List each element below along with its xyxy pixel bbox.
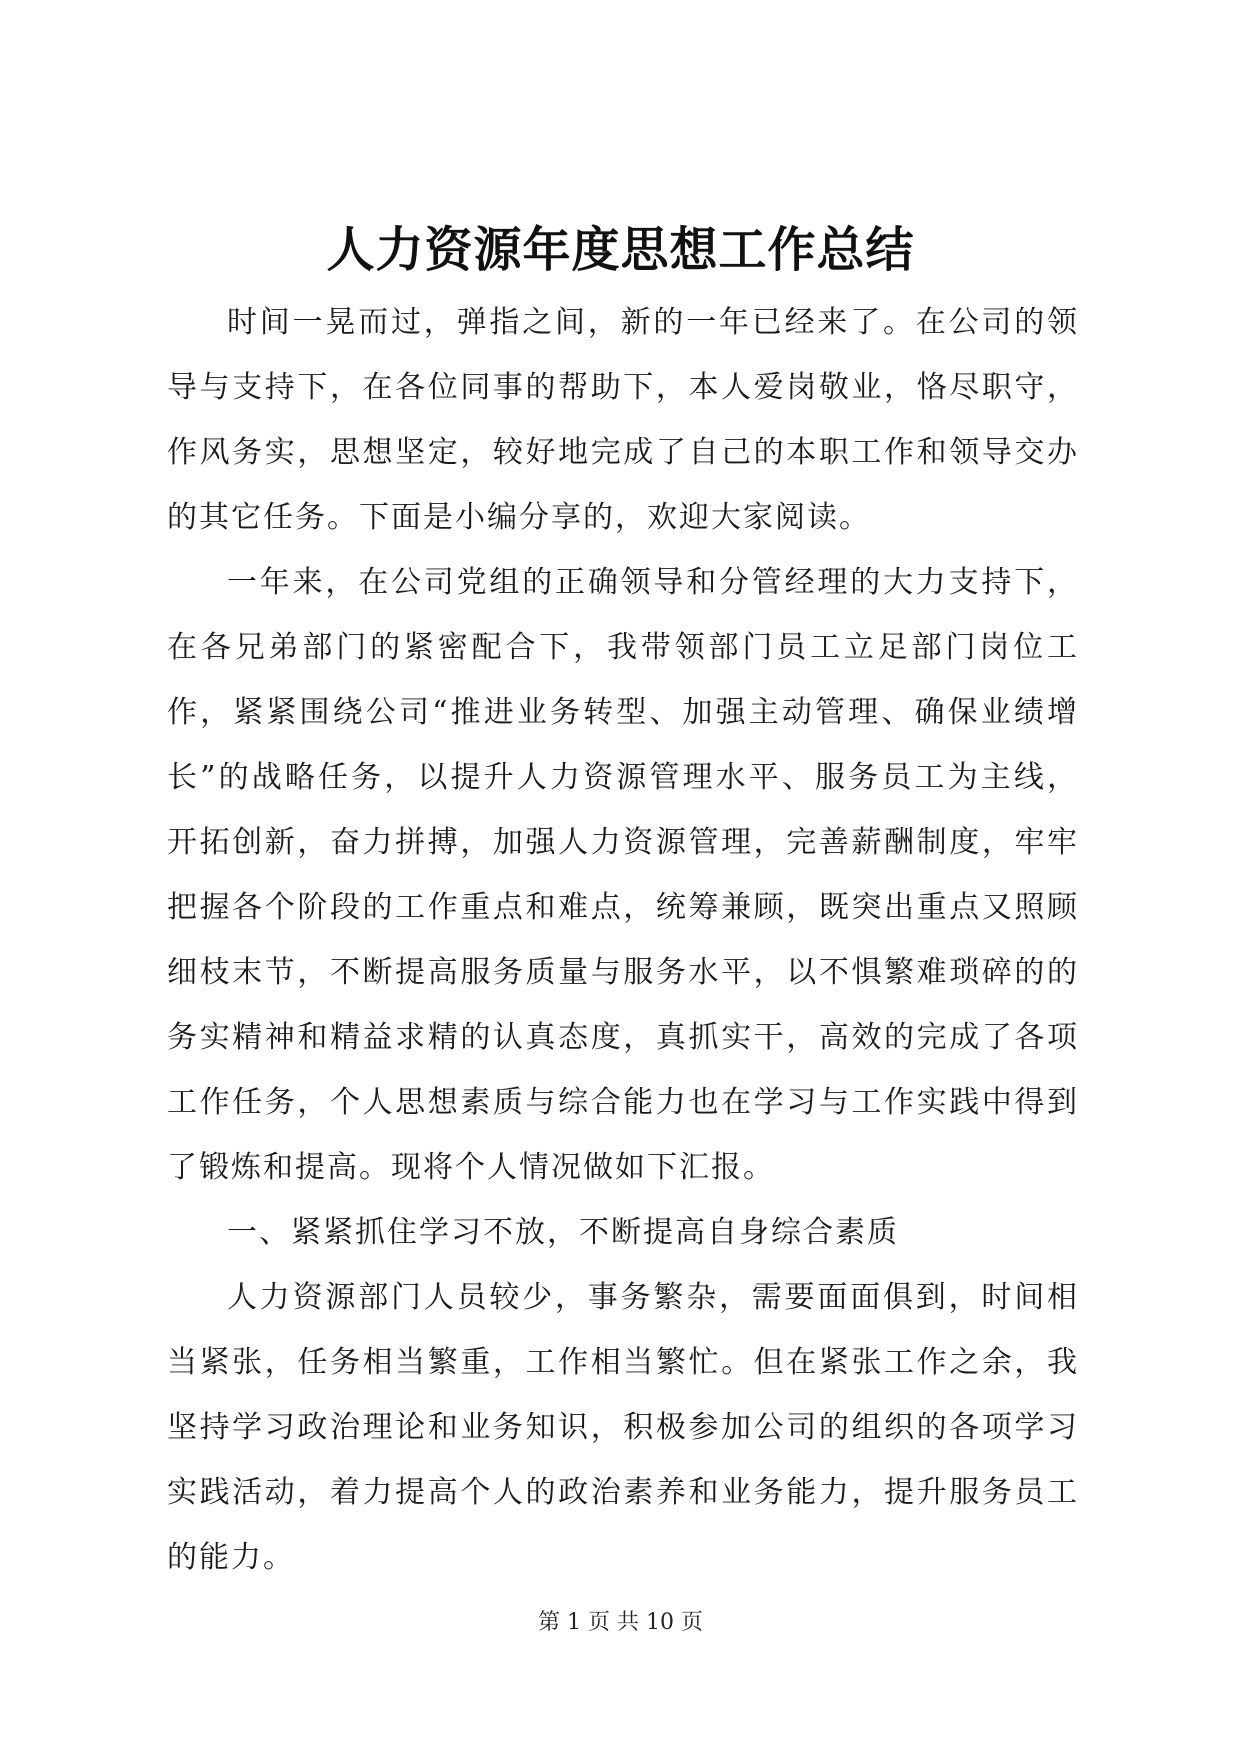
paragraph-study: 人力资源部门人员较少，事务繁杂，需要面面俱到，时间相当紧张，任务相当繁重，工作相当繁忙。但在紧张工作之余，我坚持学习政治理论和业务知识，积极参加公司的组织的各项学习实践活动，着力提高个人的政治素养和业务能力，提升服务员工的能力。 bbox=[167, 1280, 1079, 1575]
page-number-footer: 第 1 页 共 10 页 bbox=[538, 1610, 703, 1635]
paragraph-intro: 时间一晃而过，弹指之间，新的一年已经来了。在公司的领导与支持下，在各位同事的帮助下，本人爱岗敬业，恪尽职守，作风务实，思想坚定，较好地完成了自己的本职工作和领导交办的其它任务。下面是小编分享的，欢迎大家阅读。 bbox=[167, 305, 1079, 535]
document-title: 人力资源年度思想工作总结 bbox=[326, 222, 915, 278]
document-body bbox=[167, 290, 1079, 1590]
paragraph-summary: 一年来，在公司党组的正确领导和分管经理的大力支持下，在各兄弟部门的紧密配合下，我带领部门员工立足部门岗位工作，紧紧围绕公司“推进业务转型、加强主动管理、确保业绩增长”的战略任务，以提升人力资源管理水平、服务员工为主线，开拓创新，奋力拼搏，加强人力资源管理，完善薪酬制度，牢牢把握各个阶段的工作重点和难点，统筹兼顾，既突出重点又照顾细枝末节，不断提高服务质量与服务水平，以不惧繁难琐碎的的务实精神和精益求精的认真态度，真抓实干，高效的完成了各项工作任务，个人思想素质与综合能力也在学习与工作实践中得到了锻炼和提高。现将个人情况做如下汇报。 bbox=[167, 565, 1079, 1185]
section-heading: 一、紧紧抓住学习不放，不断提高自身综合素质 bbox=[227, 1215, 899, 1250]
